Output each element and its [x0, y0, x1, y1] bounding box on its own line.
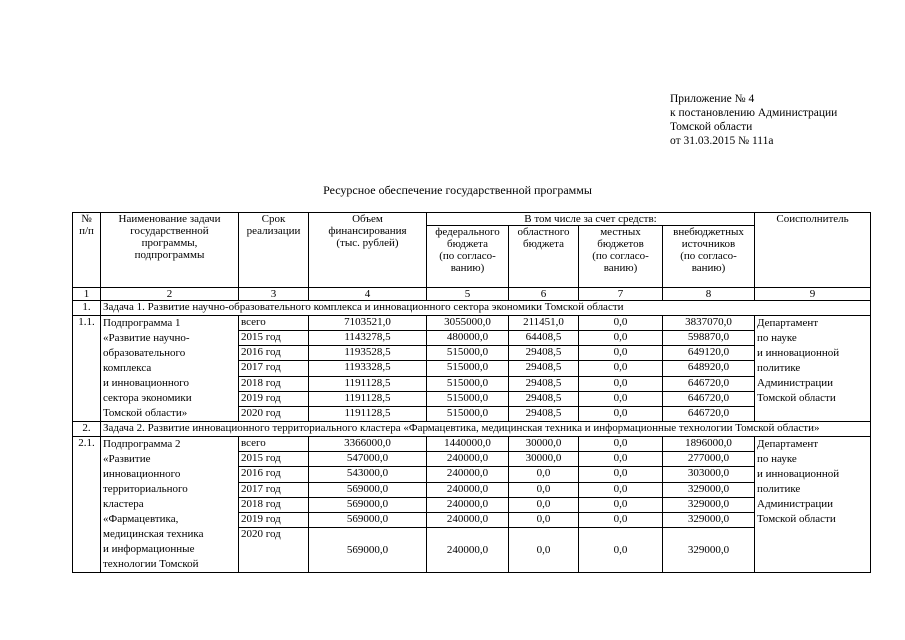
- subprogram-name-line: сектора экономики: [103, 392, 192, 404]
- header-name: Наименование задачи государственной программы, подпрограммы: [101, 213, 239, 288]
- cell-local: 0,0: [579, 376, 663, 391]
- subprogram-name-line: инновационного: [103, 468, 181, 480]
- task-row: [73, 422, 871, 437]
- cell-extra: 303000,0: [663, 467, 755, 482]
- cell-local: 0,0: [579, 331, 663, 346]
- cell-extra: 646720,0: [663, 406, 755, 421]
- cell-local: 0,0: [579, 391, 663, 406]
- cell-local: 0,0: [579, 513, 663, 528]
- cell-volume: 569000,0: [309, 482, 427, 497]
- co-executor-line: Департамент: [757, 317, 819, 329]
- header-num: № п/п: [73, 213, 101, 288]
- header-federal: федерального бюджета (по согласо- ванию): [427, 226, 509, 288]
- cell-federal: 1440000,0: [427, 437, 509, 452]
- cell-regional: 0,0: [509, 513, 579, 528]
- task-text: Задача 2. Развитие инновационного территориального кластера «Фармацевтика, медицинская техника и информационные технологии Томской области»: [101, 422, 871, 437]
- cell-local: 0,0: [579, 346, 663, 361]
- colnum: 1: [73, 288, 101, 301]
- cell-term: 2020 год: [239, 528, 309, 573]
- colnum: 8: [663, 288, 755, 301]
- cell-term: 2018 год: [239, 497, 309, 512]
- subprogram-name-line: Подпрограмма 2: [103, 438, 181, 450]
- cell-federal: 240000,0: [427, 467, 509, 482]
- subprogram-num: 2.1.: [73, 437, 101, 573]
- co-executor-line: политике: [757, 483, 801, 495]
- subprogram-name-line: комплекса: [103, 362, 152, 374]
- cell-volume: 3366000,0: [309, 437, 427, 452]
- cell-term: 2019 год: [239, 513, 309, 528]
- cell-extra: 649120,0: [663, 346, 755, 361]
- cell-regional: 29408,5: [509, 406, 579, 421]
- cell-federal: 240000,0: [427, 497, 509, 512]
- co-executor-line: Департамент: [757, 438, 819, 450]
- colnum: 6: [509, 288, 579, 301]
- cell-regional: 211451,0: [509, 316, 579, 331]
- cell-term: 2017 год: [239, 482, 309, 497]
- cell-regional: 0,0: [509, 467, 579, 482]
- co-executor-line: и инновационной: [757, 468, 840, 480]
- header-extra: внебюджетных источников (по согласо- ванию): [663, 226, 755, 288]
- header-local: местных бюджетов (по согласо- ванию): [579, 226, 663, 288]
- cell-federal: 515000,0: [427, 361, 509, 376]
- cell-term: 2020 год: [239, 406, 309, 421]
- appendix-line: к постановлению Администрации: [670, 107, 838, 119]
- cell-term: 2015 год: [239, 331, 309, 346]
- subprogram-name-line: и информационные: [103, 543, 195, 555]
- colnum: 9: [755, 288, 871, 301]
- cell-volume: 1193328,5: [309, 361, 427, 376]
- cell-term: 2015 год: [239, 452, 309, 467]
- cell-term: 2016 год: [239, 346, 309, 361]
- cell-volume: 569000,0: [309, 497, 427, 512]
- document-title: Ресурсное обеспечение государственной программы: [323, 183, 592, 197]
- co-executor-line: и инновационной: [757, 347, 840, 359]
- co-executor-line: Администрации: [757, 377, 834, 389]
- cell-extra: 277000,0: [663, 452, 755, 467]
- subprogram-num: 1.1.: [73, 316, 101, 422]
- colnum: 4: [309, 288, 427, 301]
- co-executor: [755, 316, 871, 422]
- cell-volume: 569000,0: [309, 513, 427, 528]
- cell-regional: 30000,0: [509, 452, 579, 467]
- colnum: 5: [427, 288, 509, 301]
- header-incl: В том числе за счет средств:: [427, 213, 755, 226]
- cell-extra: 329000,0: [663, 497, 755, 512]
- cell-term: 2019 год: [239, 391, 309, 406]
- cell-federal: 240000,0: [427, 452, 509, 467]
- cell-local: 0,0: [579, 316, 663, 331]
- cell-regional: 0,0: [509, 497, 579, 512]
- subprogram-name-line: Томской области»: [103, 407, 188, 419]
- cell-local: 0,0: [579, 452, 663, 467]
- subprogram-name-line: кластера: [103, 498, 144, 510]
- cell-extra: 3837070,0: [663, 316, 755, 331]
- cell-term: 2016 год: [239, 467, 309, 482]
- cell-regional: 0,0: [509, 482, 579, 497]
- cell-extra: 1896000,0: [663, 437, 755, 452]
- cell-volume: 547000,0: [309, 452, 427, 467]
- cell-regional: 29408,5: [509, 346, 579, 361]
- cell-regional: 29408,5: [509, 361, 579, 376]
- colnum: 7: [579, 288, 663, 301]
- header-term: Срок реализации: [239, 213, 309, 288]
- header-regional: областного бюджета: [509, 226, 579, 288]
- co-executor-line: Томской области: [757, 392, 836, 404]
- cell-federal: 240000,0: [427, 528, 509, 573]
- cell-local: 0,0: [579, 528, 663, 573]
- resource-table: [72, 212, 871, 573]
- task-row: [73, 301, 871, 316]
- subprogram-name-line: медицинская техника: [103, 528, 204, 540]
- cell-federal: 515000,0: [427, 346, 509, 361]
- cell-local: 0,0: [579, 482, 663, 497]
- cell-regional: 0,0: [509, 528, 579, 573]
- subprogram-name-line: территориального: [103, 483, 188, 495]
- cell-regional: 64408,5: [509, 331, 579, 346]
- appendix-block: [670, 92, 837, 148]
- appendix-line: от 31.03.2015 № 111а: [670, 135, 774, 147]
- cell-term: 2017 год: [239, 361, 309, 376]
- data-row: [73, 437, 871, 452]
- cell-federal: 240000,0: [427, 482, 509, 497]
- subprogram-name-line: и инновационного: [103, 377, 190, 389]
- cell-term: всего: [239, 316, 309, 331]
- cell-extra: 646720,0: [663, 376, 755, 391]
- cell-volume: 1191128,5: [309, 406, 427, 421]
- subprogram-name-line: «Фармацевтика,: [103, 513, 179, 525]
- cell-regional: 29408,5: [509, 376, 579, 391]
- co-executor-line: политике: [757, 362, 801, 374]
- cell-local: 0,0: [579, 437, 663, 452]
- cell-extra: 598870,0: [663, 331, 755, 346]
- cell-local: 0,0: [579, 497, 663, 512]
- subprogram-name-line: Подпрограмма 1: [103, 317, 181, 329]
- subprogram-name-line: технологии Томской: [103, 558, 199, 570]
- cell-term: 2018 год: [239, 376, 309, 391]
- cell-volume: 7103521,0: [309, 316, 427, 331]
- cell-federal: 515000,0: [427, 376, 509, 391]
- co-executor-line: по науке: [757, 332, 797, 344]
- cell-volume: 1143278,5: [309, 331, 427, 346]
- task-num: 2.: [73, 422, 101, 437]
- cell-extra: 646720,0: [663, 391, 755, 406]
- colnum: 2: [101, 288, 239, 301]
- cell-volume: 543000,0: [309, 467, 427, 482]
- cell-volume: 1191128,5: [309, 391, 427, 406]
- cell-term: всего: [239, 437, 309, 452]
- cell-federal: 240000,0: [427, 513, 509, 528]
- subprogram-name-line: «Развитие: [103, 453, 151, 465]
- co-executor: [755, 437, 871, 573]
- cell-federal: 515000,0: [427, 406, 509, 421]
- co-executor-line: по науке: [757, 453, 797, 465]
- cell-federal: 515000,0: [427, 391, 509, 406]
- cell-extra: 329000,0: [663, 528, 755, 573]
- cell-federal: 3055000,0: [427, 316, 509, 331]
- data-row: [73, 316, 871, 331]
- subprogram-name: [101, 316, 239, 422]
- cell-volume: 1193528,5: [309, 346, 427, 361]
- co-executor-line: Томской области: [757, 513, 836, 525]
- co-executor-line: Администрации: [757, 498, 834, 510]
- cell-local: 0,0: [579, 406, 663, 421]
- cell-volume: 1191128,5: [309, 376, 427, 391]
- appendix-line: Томской области: [670, 121, 753, 133]
- cell-volume: 569000,0: [309, 528, 427, 573]
- cell-extra: 329000,0: [663, 513, 755, 528]
- colnum: 3: [239, 288, 309, 301]
- cell-local: 0,0: [579, 467, 663, 482]
- task-num: 1.: [73, 301, 101, 316]
- header-copart: Соисполнитель: [755, 213, 871, 288]
- task-text: Задача 1. Развитие научно-образовательного комплекса и инновационного сектора экономики Томской области: [101, 301, 871, 316]
- cell-extra: 329000,0: [663, 482, 755, 497]
- cell-federal: 480000,0: [427, 331, 509, 346]
- subprogram-name: [101, 437, 239, 573]
- header-volume: Объем финансирования (тыс. рублей): [309, 213, 427, 288]
- appendix-line: Приложение № 4: [670, 93, 755, 105]
- column-numbers-row: [73, 288, 871, 301]
- cell-local: 0,0: [579, 361, 663, 376]
- subprogram-name-line: «Развитие научно-: [103, 332, 190, 344]
- cell-regional: 29408,5: [509, 391, 579, 406]
- cell-regional: 30000,0: [509, 437, 579, 452]
- cell-extra: 648920,0: [663, 361, 755, 376]
- subprogram-name-line: образовательного: [103, 347, 186, 359]
